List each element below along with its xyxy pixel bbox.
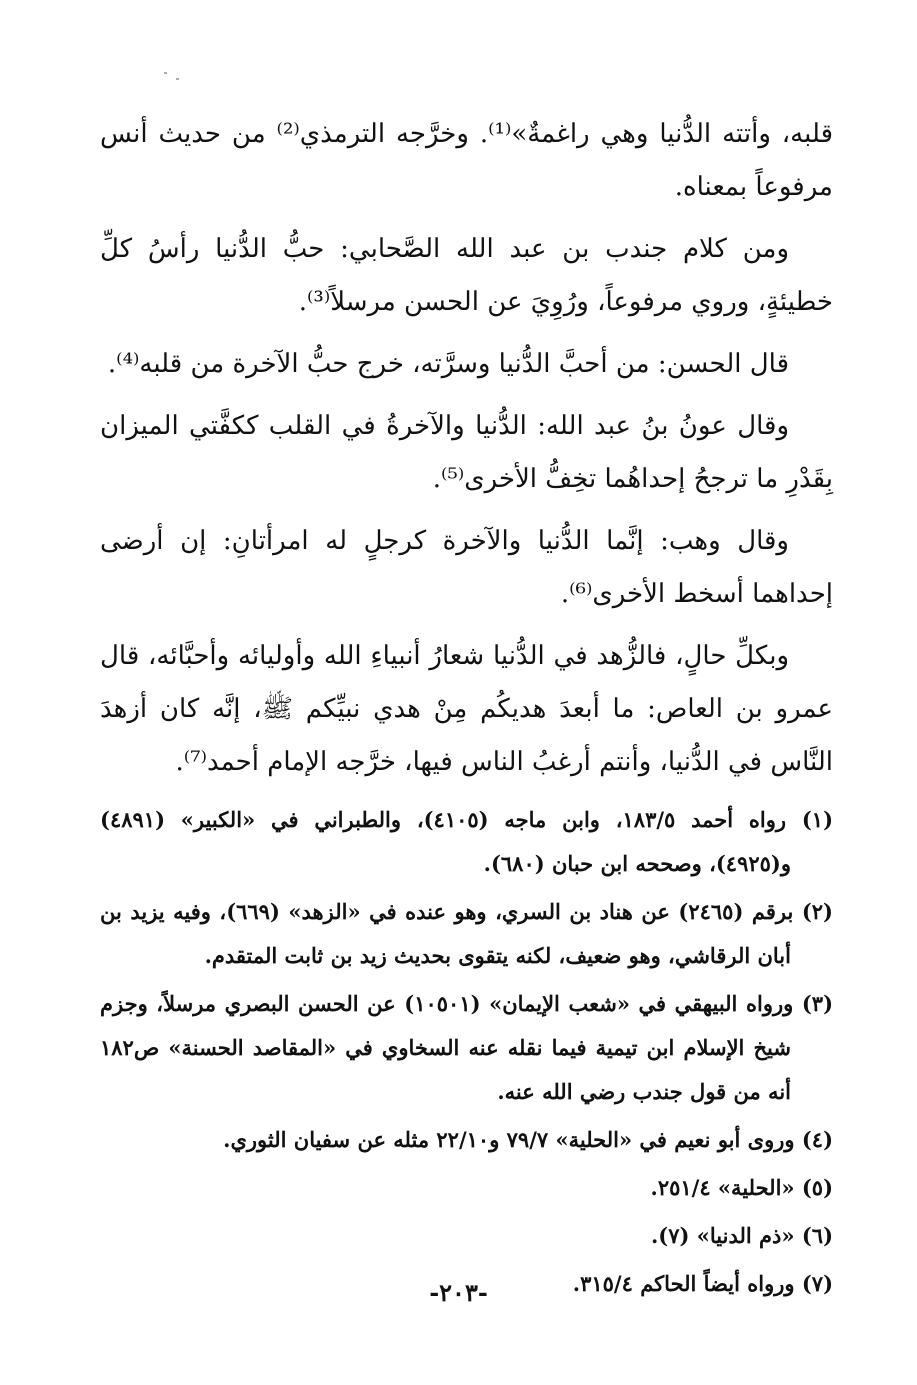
footnote-7: (٧) ورواه أيضاً الحاكم ٣١٥/٤. — [572, 1271, 833, 1296]
footnote-3: (٣) ورواه البيهقي في «شعب الإيمان» (١٠٥٠١) عن الحسن البصري مرسلاً، وجزم شيخ الإسلام ابن تيمية فيما نقله عنه السخاوي في «المقاصد الحسنة» ص١٨٢ أنه من قول جندب رضي الله عنه. — [100, 991, 833, 1104]
scan-speck — [176, 78, 179, 80]
paragraph-2: ومن كلام جندب بن عبد الله الصَّحابي: حبُّ الدُّنيا رأسُ كلِّ خطيئةٍ، وروي مرفوعاً، ورُوِيَ عن الحسن مرسلاً⁽³⁾. — [100, 234, 833, 317]
footnotes — [100, 798, 833, 1306]
paragraph-1: قلبه، وأتته الدُّنيا وهي راغمةٌ»⁽¹⁾. وخرَّجه الترمذي⁽²⁾ من حديث أنس مرفوعاً بمعناه. — [100, 119, 834, 202]
page-number: -٢٠٣- — [429, 1278, 488, 1307]
paragraph-3: قال الحسن: من أحبَّ الدُّنيا وسرَّته، خرج حبُّ الآخرة من قلبه⁽⁴⁾. — [107, 349, 789, 379]
paragraph-6: وبكلِّ حالٍ، فالزُّهد في الدُّنيا شعارُ أنبياءِ الله وأوليائه وأحبَّائه، قال عمرو بن العاص: ما أبعدَ هديكُم مِنْ هدي نبيِّكم ﷺ، إنَّه كان أزهدَ النَّاس في الدُّنيا، وأنتم أرغبُ الناس فيها، خرَّجه الإمام أحمد⁽⁷⁾. — [100, 641, 833, 777]
footnote-4: (٤) وروى أبو نعيم في «الحلية» ٧٩/٧ و٢٢/١٠ مثله عن سفيان الثوري. — [223, 1127, 833, 1152]
scan-speck — [164, 72, 167, 74]
paragraph-4: وقال عونُ بنُ عبد الله: الدُّنيا والآخرةُ في القلب ككفَّتي الميزان بِقَدْرِ ما ترجحُ إحداهُما تخِفُّ الأخرى⁽⁵⁾. — [100, 411, 833, 494]
footnote-1: (١) رواه أحمد ١٨٣/٥، وابن ماجه (٤١٠٥)، والطبراني في «الكبير» (٤٨٩١) و(٤٩٢٥)، وصححه ابن حبان (٦٨٠). — [100, 807, 833, 876]
body-text — [100, 108, 833, 789]
footnote-2: (٢) برقم (٢٤٦٥) عن هناد بن السري، وهو عنده في «الزهد» (٦٦٩)، وفيه يزيد بن أبان الرقاشي، وهو ضعيف، لكنه يتقوى بحديث زيد بن ثابت المتقدم. — [100, 899, 833, 968]
footnote-6: (٦) «ذم الدنيا» (٧). — [651, 1223, 833, 1248]
footnote-5: (٥) «الحلية» ٢٥١/٤. — [650, 1175, 833, 1200]
paragraph-5: وقال وهب: إنَّما الدُّنيا والآخرة كرجلٍ له امرأتانِ: إن أرضى إحداهما أسخط الأخرى⁽⁶⁾. — [100, 526, 833, 609]
